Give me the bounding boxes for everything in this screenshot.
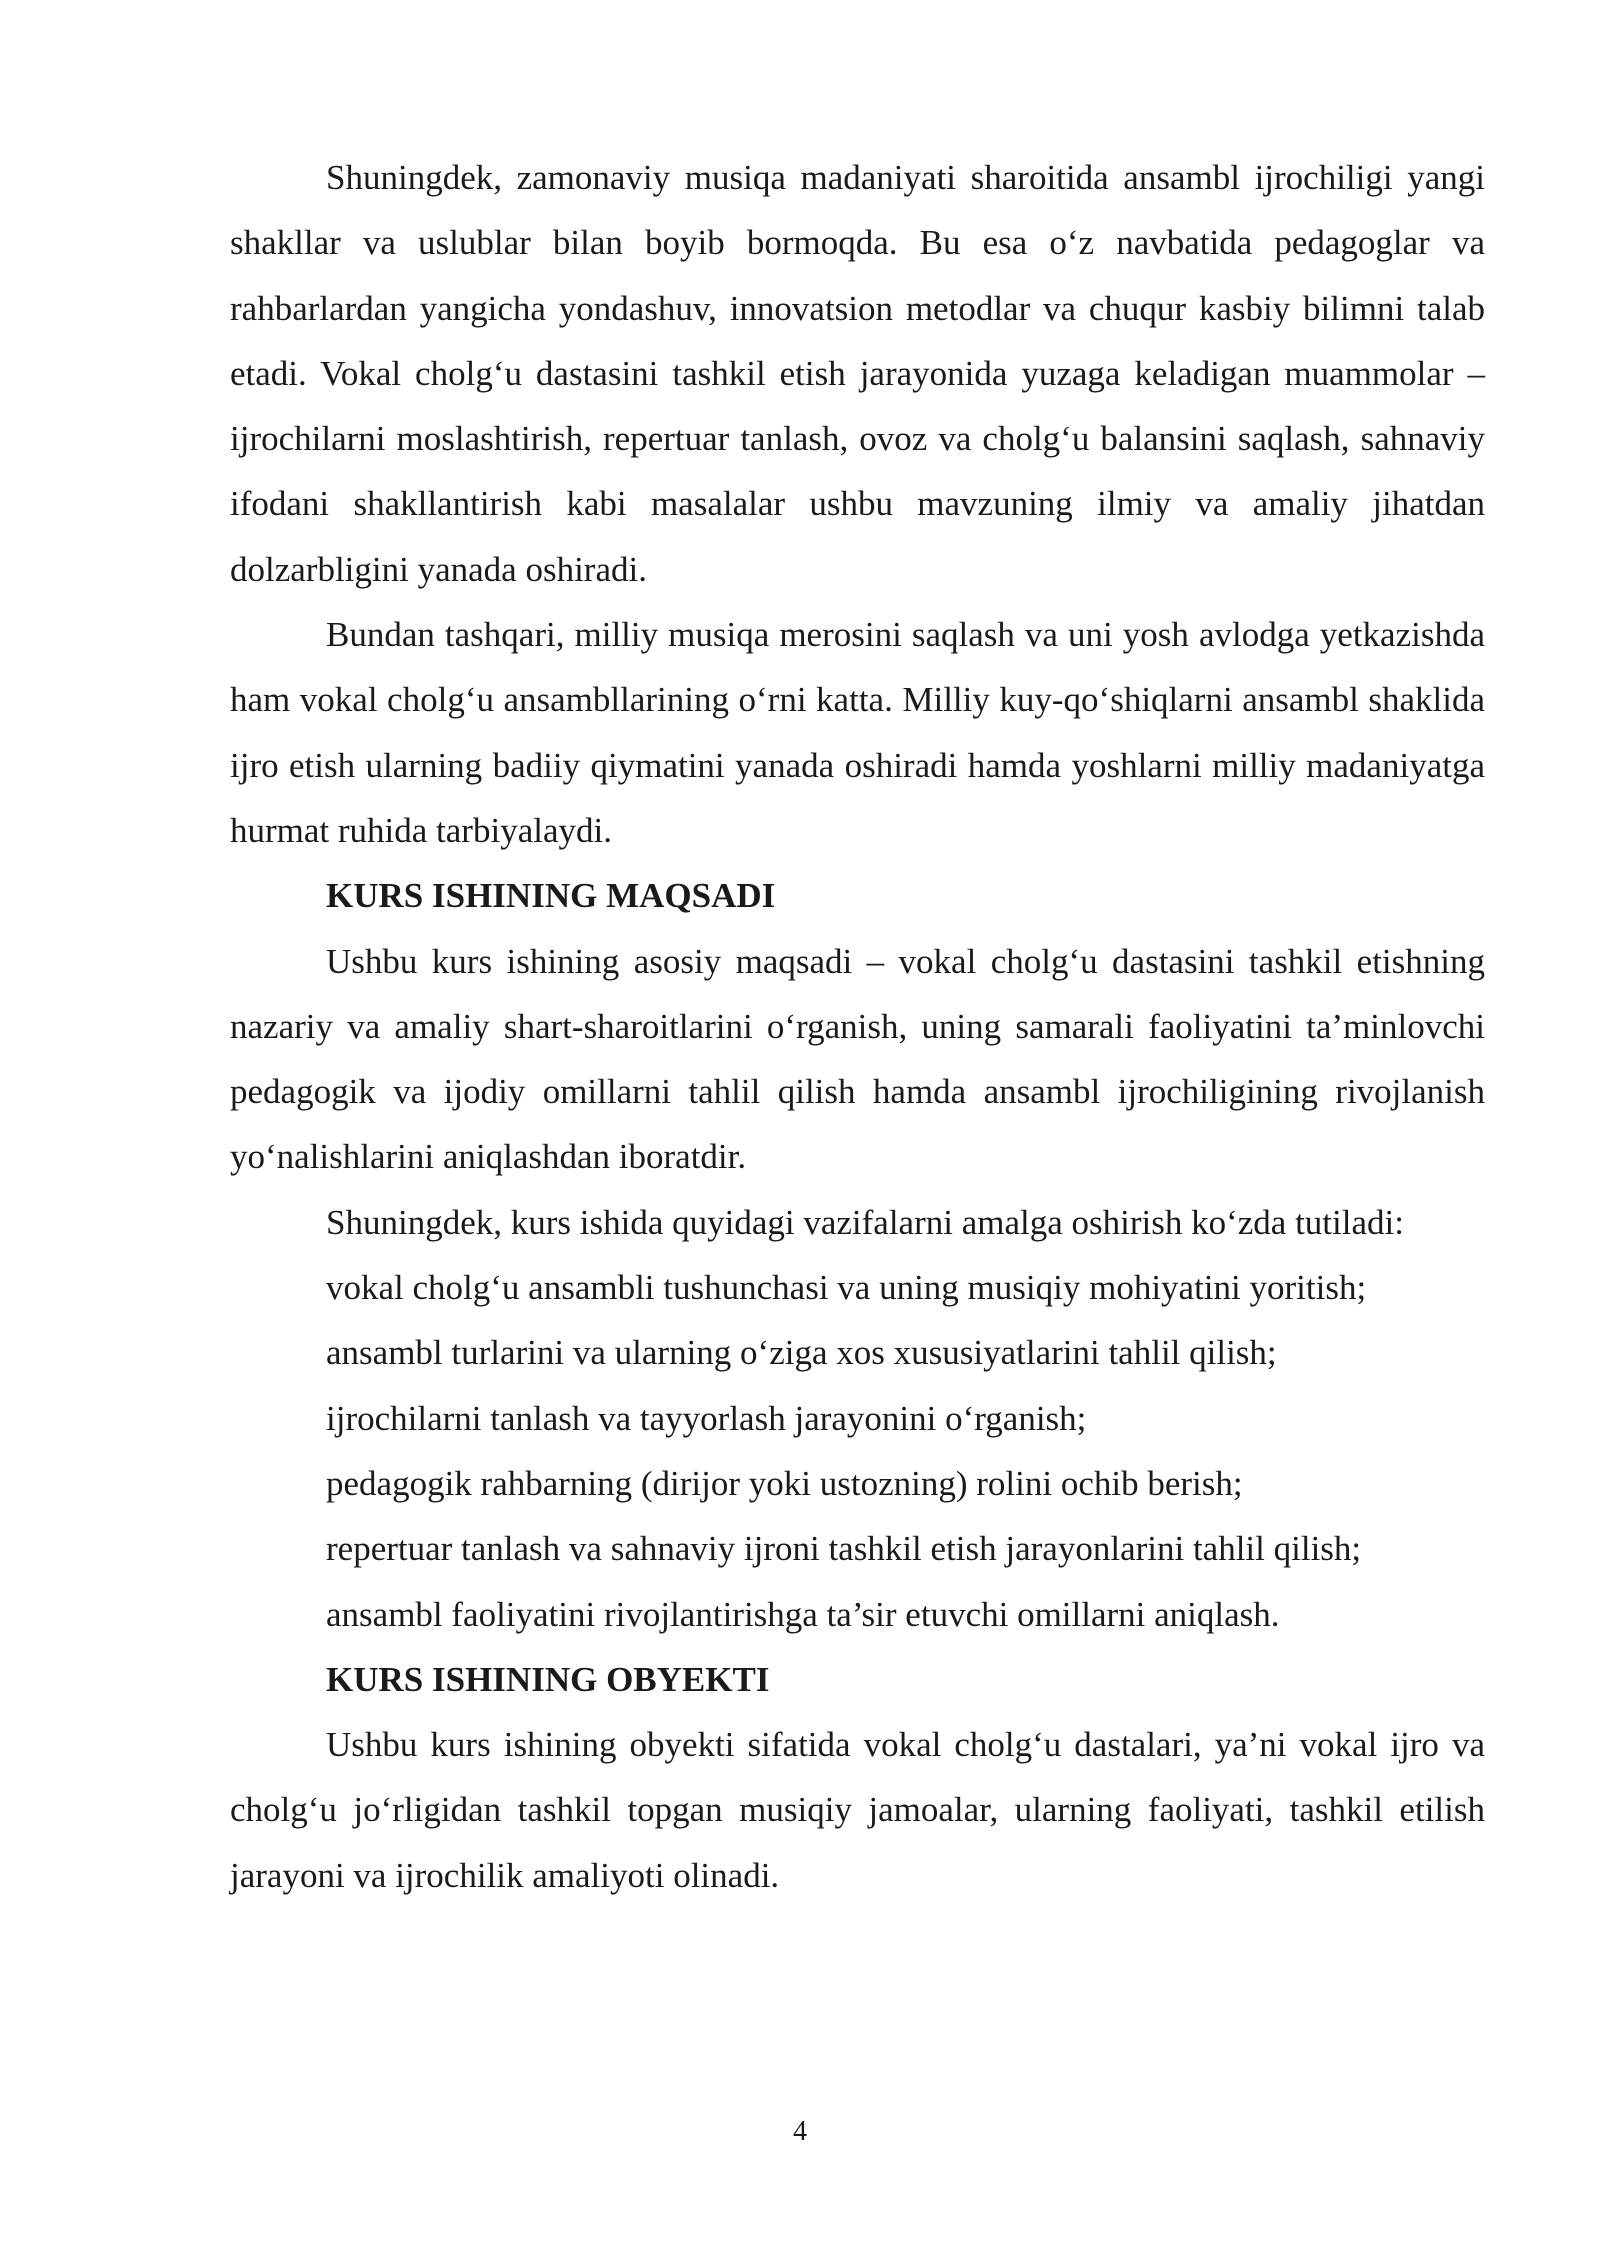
tasks-list [230,1255,1485,1647]
paragraph-intro-2: Bundan tashqari, milliy musiqa merosini saqlash va uni yosh avlodga yetkazishda ham vokal cholg‘u ansambllarining o‘rni katta. Milliy kuy-qo‘shiqlarni ansambl shaklida ijro etish ularning badiiy qiymatini yanada oshiradi hamda yoshlarni milliy madaniyatga hurmat ruhida tarbiyalaydi. [230,615,1485,850]
document-page [230,145,1485,1908]
section-heading-object: KURS ISHINING OBYEKTI [326,1659,770,1699]
page-number: 4 [793,2116,807,2147]
list-item: repertuar tanlash va sahnaviy ijroni tashkil etish jarayonlarini tahlil qilish; [326,1529,1362,1569]
list-item: ijrochilarni tanlash va tayyorlash jarayonini o‘rganish; [326,1398,1087,1438]
section-heading-goal: KURS ISHINING MAQSADI [326,876,776,916]
paragraph-object: Ushbu kurs ishining obyekti sifatida vokal cholg‘u dastalari, ya’ni vokal ijro va cholg‘u jo‘rligidan tashkil topgan musiqiy jamoalar, ularning faoliyati, tashkil etilish jarayoni va ijrochilik amaliyoti olinadi. [230,1725,1485,1895]
paragraph-intro-1: Shuningdek, zamonaviy musiqa madaniyati sharoitida ansambl ijrochiligi yangi shakllar va uslublar bilan boyib bormoqda. Bu esa o‘z navbatida pedagoglar va rahbarlardan yangicha yondashuv, innovatsion metodlar va chuqur kasbiy bilimni talab etadi. Vokal cholg‘u dastasini tashkil etish jarayonida yuzaga keladigan muammolar – ijrochilarni moslashtirish, repertuar tanlash, ovoz va cholg‘u balansini saqlash, sahnaviy ifodani shakllantirish kabi masalalar ushbu mavzuning ilmiy va amaliy jihatdan dolzarbligini yanada oshiradi. [230,158,1485,589]
list-item: pedagogik rahbarning (dirijor yoki ustozning) rolini ochib berish; [326,1463,1243,1503]
paragraph-goal-2: Shuningdek, kurs ishida quyidagi vazifalarni amalga oshirish ko‘zda tutiladi: [326,1202,1404,1242]
paragraph-goal-1: Ushbu kurs ishining asosiy maqsadi – vokal cholg‘u dastasini tashkil etishning nazariy va amaliy shart-sharoitlarini o‘rganish, uning samarali faoliyatini ta’minlovchi pedagogik va ijodiy omillarni tahlil qilish hamda ansambl ijrochiligining rivojlanish yo‘nalishlarini aniqlashdan iboratdir. [230,941,1485,1177]
list-item: ansambl faoliyatini rivojlantirishga ta’sir etuvchi omillarni aniqlash. [326,1594,1280,1634]
list-item: ansambl turlarini va ularning o‘ziga xos xususiyatlarini tahlil qilish; [326,1333,1277,1373]
list-item: vokal cholg‘u ansambli tushunchasi va uning musiqiy mohiyatini yoritish; [326,1268,1367,1308]
